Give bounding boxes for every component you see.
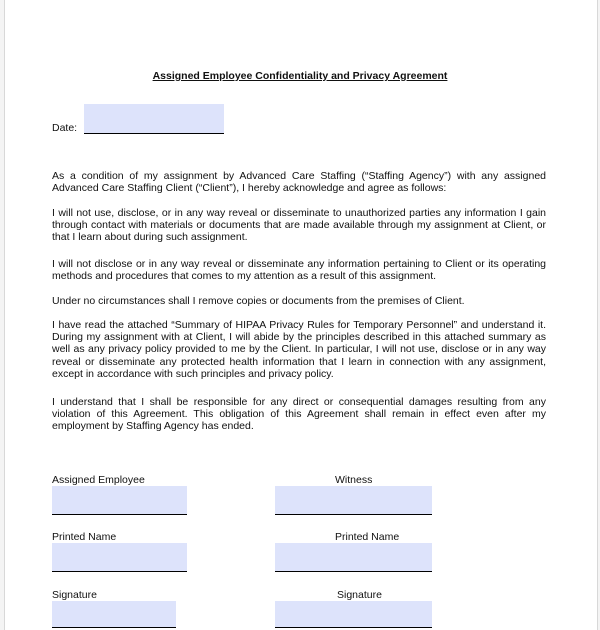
paragraph-intro: As a condition of my assignment by Advanced Care Staffing (“Staffing Agency”) with any assigned Advanced Care Staffing Client (“Client”), I hereby acknowledge and agree as follows: <box>52 170 546 195</box>
paragraph-hipaa: I have read the attached “Summary of HIPAA Privacy Rules for Temporary Personnel” and understand it. During my assignment with at Client, I will abide by the principles described in this attached summary as well as any privacy policy provided to me by the Client. In particular, I will not use, disclose or in any way reveal or disseminate any protected health information that I learn in connection with any assignment, except in accordance with such principles and privacy policy. <box>52 319 546 380</box>
printed-name-right-field[interactable] <box>275 543 432 571</box>
printed-name-left-label: Printed Name <box>52 531 117 543</box>
printed-name-right-label: Printed Name <box>335 531 400 543</box>
printed-name-left-line <box>52 571 187 572</box>
signature-left-field[interactable] <box>52 601 176 627</box>
paragraph-nondisclosure: I will not use, disclose, or in any way reveal or disseminate to unauthorized parties any information I gain through contact with materials or documents that are made available through my assignment at Client, or that I learn about during such assignment. <box>52 207 546 244</box>
witness-label: Witness <box>335 474 373 486</box>
assigned-employee-label: Assigned Employee <box>52 474 145 486</box>
assigned-employee-line <box>52 514 187 515</box>
witness-field[interactable] <box>275 486 432 514</box>
printed-name-left-field[interactable] <box>52 543 187 571</box>
signature-left-line <box>52 627 176 628</box>
signature-right-label: Signature <box>337 589 382 601</box>
paragraph-liability: I understand that I shall be responsible for any direct or consequential damages resulting from any violation of this Agreement. This obligation of this Agreement shall remain in effect even after my employment by Staffing Agency has ended. <box>52 396 546 433</box>
date-field[interactable] <box>84 104 224 133</box>
date-underline <box>84 133 224 134</box>
paragraph-operating-methods: I will not disclose or in any way reveal or disseminate any information pertaining to Client or its operating methods and procedures that comes to my attention as a result of this assignment. <box>52 258 546 283</box>
signature-right-line <box>275 627 432 628</box>
document-title: Assigned Employee Confidentiality and Privacy Agreement <box>152 70 448 82</box>
printed-name-right-line <box>275 571 432 572</box>
assigned-employee-field[interactable] <box>52 486 187 514</box>
signature-right-field[interactable] <box>275 601 432 627</box>
date-label: Date: <box>52 122 78 134</box>
signature-left-label: Signature <box>52 589 97 601</box>
paragraph-no-copies: Under no circumstances shall I remove copies or documents from the premises of Client. <box>52 295 465 307</box>
witness-line <box>275 514 432 515</box>
